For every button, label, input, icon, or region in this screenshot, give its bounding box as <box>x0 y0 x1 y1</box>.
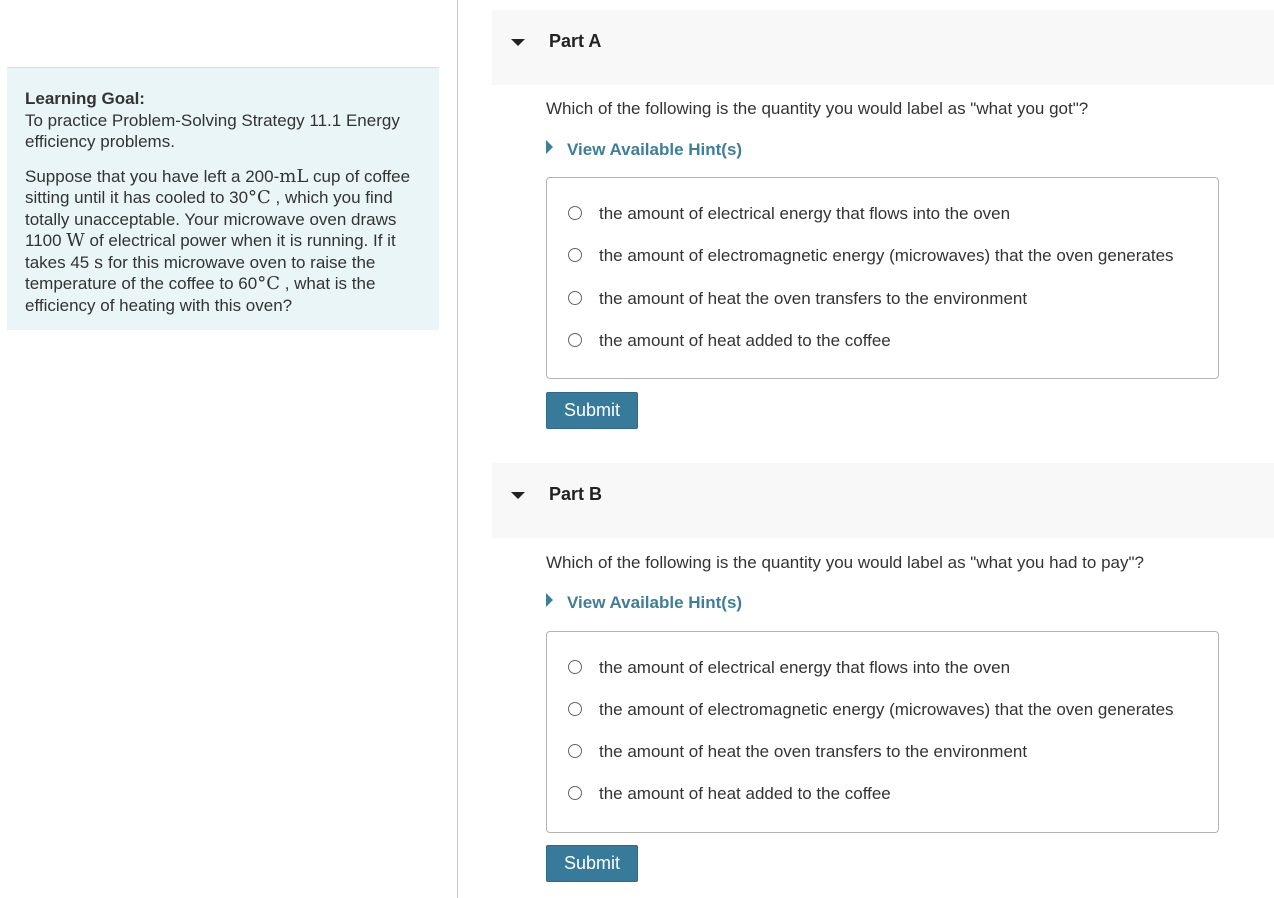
unit-s: s <box>94 251 104 273</box>
problem-text-5: for this microwave oven to raise the temperature of the coffee to 60 <box>25 252 376 293</box>
radio-button[interactable] <box>568 786 582 800</box>
radio-button[interactable] <box>568 248 582 262</box>
choice-label: the amount of heat added to the coffee <box>599 331 891 350</box>
radio-button[interactable] <box>568 291 582 305</box>
radio-button[interactable] <box>568 333 582 347</box>
collapse-caret-icon[interactable] <box>511 39 525 46</box>
problem-text-6: , what is the efficiency of heating with this oven? <box>25 274 376 315</box>
collapse-caret-icon[interactable] <box>511 492 525 499</box>
part-a-title: Part A <box>549 31 602 51</box>
radio-button[interactable] <box>568 206 582 220</box>
hint-label: View Available Hint(s) <box>567 140 743 159</box>
expand-triangle-icon <box>546 140 553 154</box>
column-divider <box>457 0 458 898</box>
unit-degC-2: °C <box>257 273 280 294</box>
part-a-question: Which of the following is the quantity you would label as "what you got"? <box>546 99 1089 118</box>
choice-label: the amount of electromagnetic energy (microwaves) that the oven generates <box>599 700 1174 719</box>
part-a-choices <box>546 177 1219 379</box>
radio-button[interactable] <box>568 660 582 674</box>
radio-button[interactable] <box>568 702 582 716</box>
choice-label: the amount of electromagnetic energy (microwaves) that the oven generates <box>599 246 1174 265</box>
unit-mL: mL <box>279 165 309 187</box>
unit-degC-1: °C <box>248 187 271 208</box>
part-a-hint-toggle[interactable] <box>546 140 742 160</box>
choice-label: the amount of heat added to the coffee <box>599 784 891 803</box>
learning-goal-panel <box>7 67 439 330</box>
part-b-question: Which of the following is the quantity you would label as "what you had to pay"? <box>546 553 1144 572</box>
part-a-header[interactable] <box>492 10 1274 85</box>
part-b-choices <box>546 631 1219 833</box>
problem-text-1: Suppose that you have left a 200- <box>25 166 280 186</box>
problem-text-4: of electrical power when it is running. If it takes 45 <box>25 231 396 272</box>
learning-goal-intro: To practice Problem-Solving Strategy 11.1 Energy efficiency problems. <box>25 110 400 151</box>
part-b-hint-toggle[interactable] <box>546 593 742 613</box>
part-b-title: Part B <box>549 484 603 504</box>
problem-text-3: , which you find totally unacceptable. Your microwave oven draws 1100 <box>25 188 397 250</box>
part-b-submit-button[interactable]: Submit <box>546 845 638 882</box>
choice-label: the amount of heat the oven transfers to the environment <box>599 289 1028 308</box>
choice-label: the amount of electrical energy that flows into the oven <box>599 658 1011 677</box>
radio-button[interactable] <box>568 744 582 758</box>
problem-text-2: cup of coffee sitting until it has cooled to 30 <box>25 166 411 207</box>
unit-W: W <box>66 230 85 251</box>
learning-goal-heading: Learning Goal: <box>25 89 145 108</box>
choice-label: the amount of heat the oven transfers to the environment <box>599 742 1028 761</box>
hint-label: View Available Hint(s) <box>567 593 743 612</box>
problem-statement <box>25 166 421 317</box>
choice-label: the amount of electrical energy that flows into the oven <box>599 204 1011 223</box>
part-b-header[interactable] <box>492 463 1274 538</box>
expand-triangle-icon <box>546 593 553 607</box>
part-a-submit-button[interactable]: Submit <box>546 392 638 429</box>
